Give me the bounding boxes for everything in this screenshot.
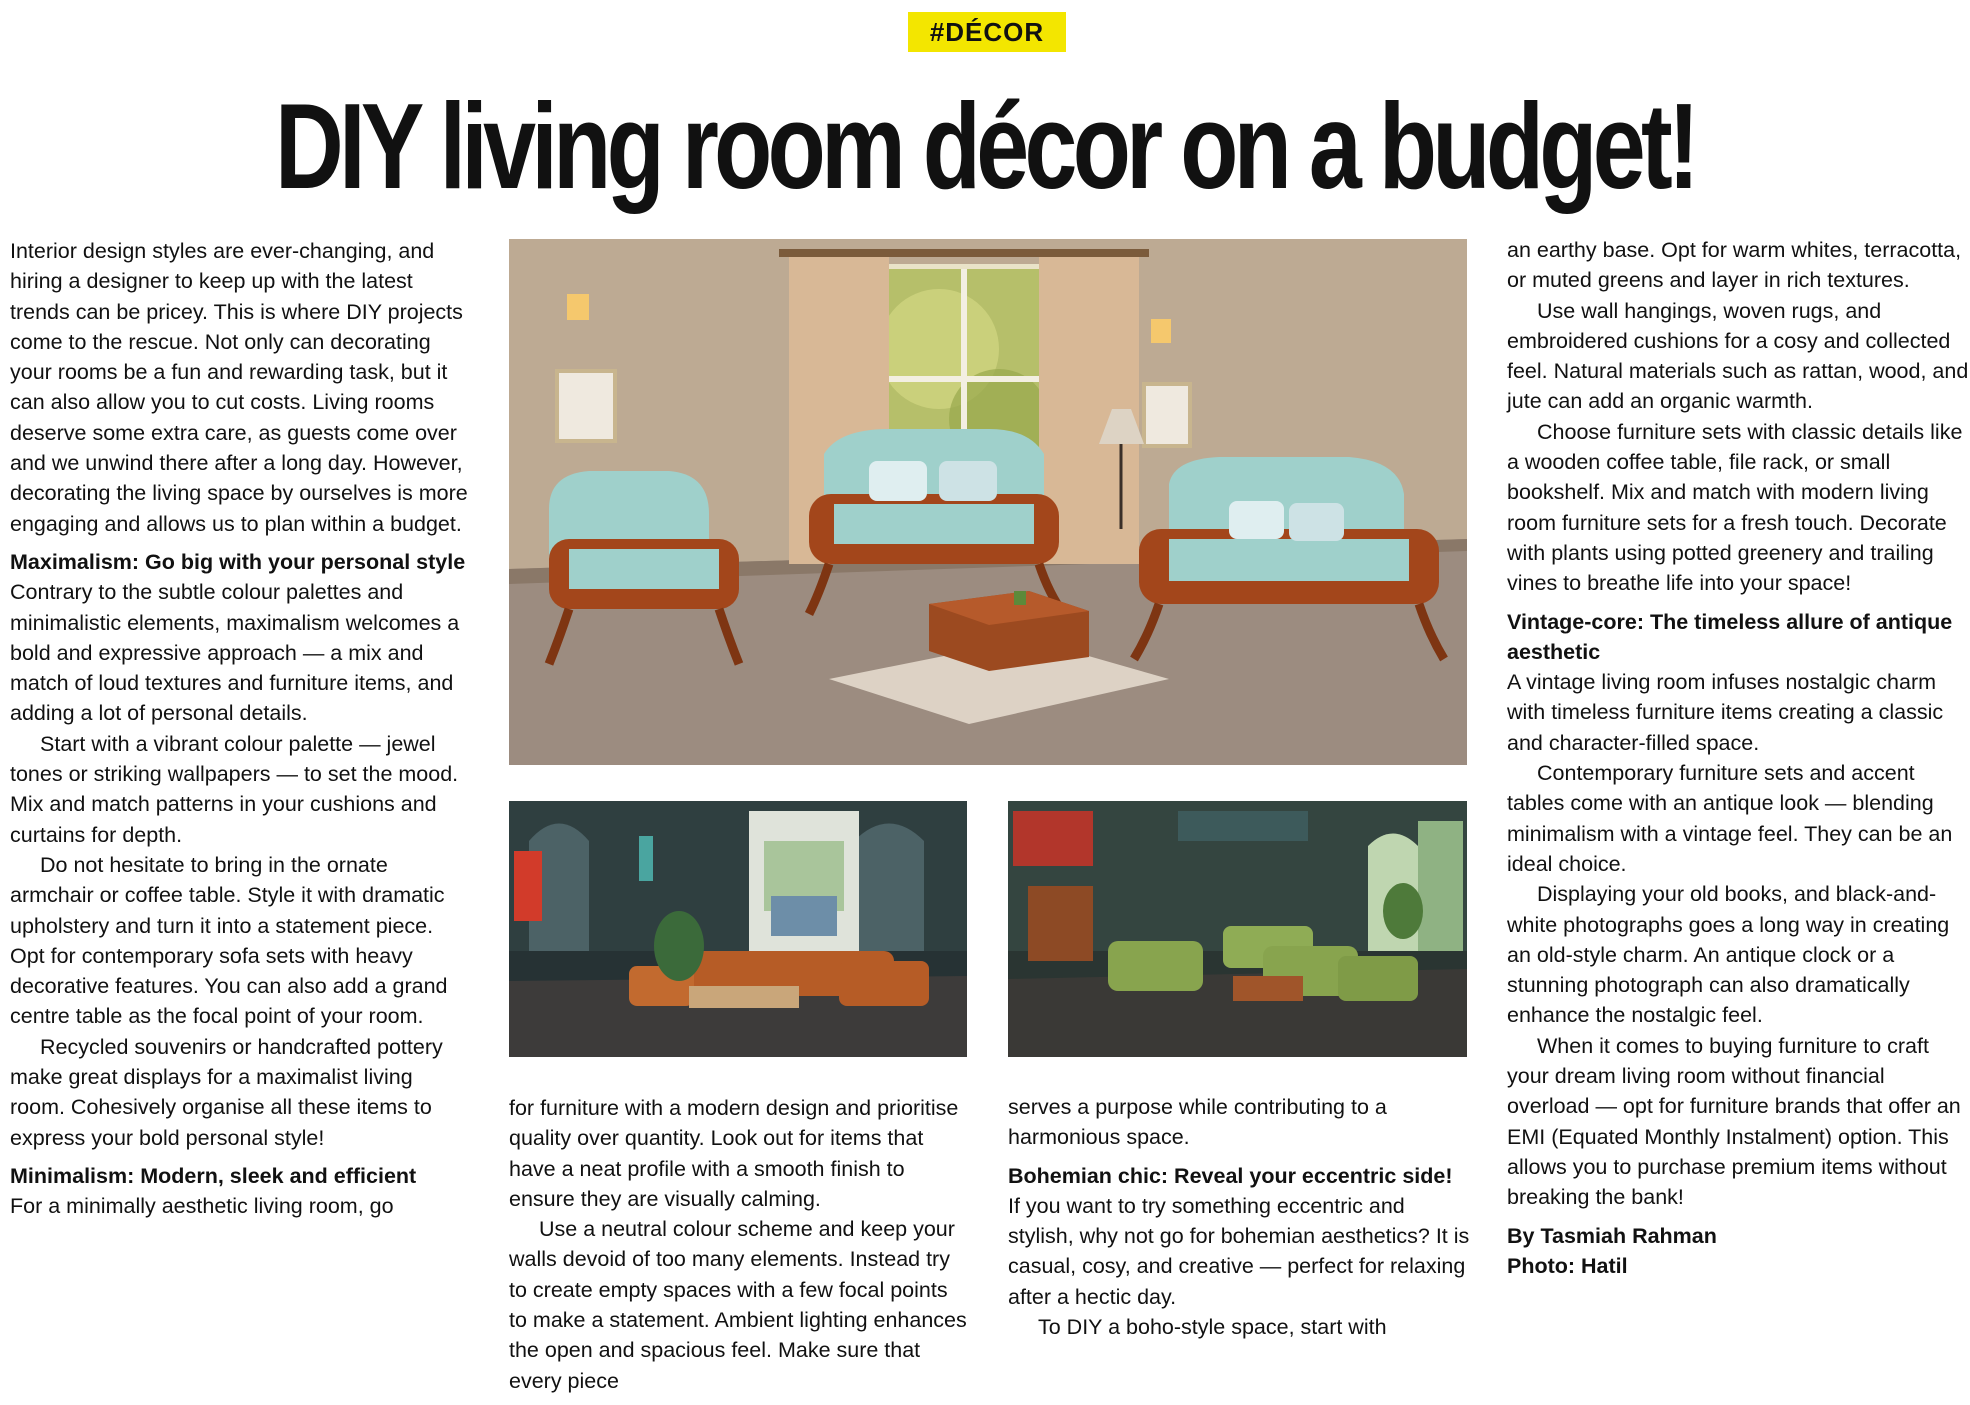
paragraph: To DIY a boho-style space, start with xyxy=(1038,1315,1387,1340)
paragraph: If you want to try something eccentric and stylish, why not go for bohemian aesthetics? It is casual, cosy, and creative — perfect for relaxing after a hectic day. xyxy=(1008,1193,1470,1309)
photo-green-living-room xyxy=(1008,801,1467,1057)
subhead-maximalism: Maximalism: Go big with your personal style xyxy=(10,549,466,574)
photo-credit: Photo: Hatil xyxy=(1507,1253,1628,1278)
photo-teal-living-room xyxy=(509,239,1467,765)
column-2 xyxy=(509,1093,971,1396)
paragraph: for furniture with a modern design and prioritise quality over quantity. Look out for items that have a neat profile with a smooth finish to ensure they are visually calming. xyxy=(509,1096,959,1211)
column-1 xyxy=(10,236,472,1222)
subhead-vintage: Vintage-core: The timeless allure of antique aesthetic xyxy=(1507,609,1953,664)
author: By Tasmiah Rahman xyxy=(1507,1223,1717,1248)
section-tag: #DÉCOR xyxy=(908,12,1066,52)
byline xyxy=(1507,1221,1970,1282)
paragraph: Recycled souvenirs or handcrafted pottery make great displays for a maximalist living room. Cohesively organise all these items to express your bold personal style! xyxy=(10,1034,443,1150)
paragraph: Use wall hangings, woven rugs, and embroidered cushions for a cosy and collected feel. Natural materials such as rattan, wood, and jute can add an organic warmth. xyxy=(1507,298,1969,414)
paragraph: Contemporary furniture sets and accent tables come with an antique look — blending minimalism with a vintage feel. They can be an ideal choice. xyxy=(1507,761,1953,876)
paragraph: Displaying your old books, and black-and-white photographs goes a long way in creating an old-style charm. An antique clock or a stunning photograph can also dramatically enhance the nostalgic feel. xyxy=(1507,882,1950,1028)
column-4 xyxy=(1507,235,1970,1281)
paragraph: an earthy base. Opt for warm whites, terracotta, or muted greens and layer in rich textures. xyxy=(1507,238,1962,293)
subhead-minimalism: Minimalism: Modern, sleek and efficient xyxy=(10,1163,417,1188)
paragraph: For a minimally aesthetic living room, go xyxy=(10,1194,394,1219)
photo-orange-living-room xyxy=(509,801,967,1057)
paragraph: When it comes to buying furniture to craft your dream living room without financial overload — opt for furniture brands that offer an EMI (Equated Monthly Instalment) option. This allows you to purchase premium items without breaking the bank! xyxy=(1507,1033,1961,1210)
paragraph: Choose furniture sets with classic details like a wooden coffee table, file rack, or small bookshelf. Mix and match with modern living room furniture sets for a fresh touch. Decorate with plants using potted greenery and trailing vines to breathe life into your space! xyxy=(1507,419,1963,596)
paragraph: Do not hesitate to bring in the ornate armchair or coffee table. Style it with dramatic upholstery and turn it into a statement piece. Opt for contemporary sofa sets with heavy decorative features. You can also add a grand centre table as the focal point of your room. xyxy=(10,852,448,1029)
paragraph: Use a neutral colour scheme and keep your walls devoid of too many elements. Instead try to create empty spaces with a few focal points to make a statement. Ambient lighting enhances the open and spacious feel. Make sure that every piece xyxy=(509,1217,967,1393)
headline: DIY living room décor on a budget! xyxy=(275,78,1695,214)
intro-paragraph: Interior design styles are ever-changing, and hiring a designer to keep up with the latest trends can be pricey. This is where DIY projects come to the rescue. Not only can decorating your rooms be a fun and rewarding task, but it can also allow you to cut costs. Living rooms deserve some extra care, as guests come over and we unwind there after a long day. However, decorating the living space by ourselves is more engaging and allows us to plan within a budget. xyxy=(10,239,468,536)
paragraph: Start with a vibrant colour palette — jewel tones or striking wallpapers — to set the mood. Mix and match patterns in your cushions and curtains for depth. xyxy=(10,731,459,847)
paragraph: A vintage living room infuses nostalgic charm with timeless furniture items creating a classic and character-filled space. xyxy=(1507,670,1944,755)
paragraph: Contrary to the subtle colour palettes and minimalistic elements, maximalism welcomes a bold and expressive approach — a mix and match of loud textures and furniture items, and adding a lot of personal details. xyxy=(10,580,460,726)
column-3 xyxy=(1008,1092,1470,1342)
subhead-bohemian: Bohemian chic: Reveal your eccentric side! xyxy=(1008,1163,1453,1188)
paragraph: serves a purpose while contributing to a harmonious space. xyxy=(1008,1095,1387,1150)
